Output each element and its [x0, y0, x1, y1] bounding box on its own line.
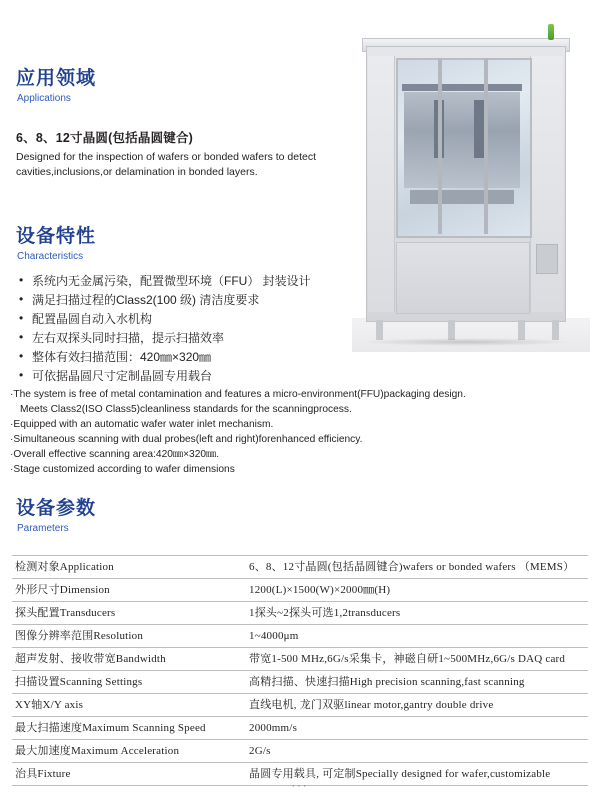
characteristics-en-line: ·Simultaneous scanning with dual probes(left and right)forenhanced efficiency.: [10, 434, 363, 445]
machine-gantry-rail: [402, 84, 522, 91]
parameter-key: 外形尺寸Dimension: [12, 579, 246, 602]
applications-heading-en: Applications: [17, 93, 71, 104]
list-item: • 左右双探头同时扫描，提示扫描效率: [18, 329, 418, 348]
parameter-value: 直线电机, 龙门双驱linear motor,gantry double drive: [246, 694, 588, 717]
characteristics-en-line: ·Equipped with an automatic wafer water inlet mechanism.: [10, 419, 274, 430]
table-row: [12, 579, 588, 602]
page-footer-dots: ···: [291, 780, 309, 792]
parameter-value: 2000mm/s: [246, 717, 588, 740]
parameter-key: 图像分辨率范围Resolution: [12, 625, 246, 648]
applications-description: Designed for the inspection of wafers or bonded wafers to detect cavities,inclusions,or delamination in bonded layers.: [16, 151, 317, 178]
table-row: [12, 556, 588, 579]
characteristics-en-line: ·Overall effective scanning area:420㎜×320㎜.: [10, 449, 220, 460]
characteristics-heading: [16, 226, 96, 264]
machine-wafer-stage: [410, 190, 514, 204]
parameter-key: 探头配置Transducers: [12, 602, 246, 625]
machine-window-mullion-2: [484, 58, 488, 234]
parameter-key: 扫描设置Scanning Settings: [12, 671, 246, 694]
parameter-key: 最大扫描速度Maximum Scanning Speed: [12, 717, 246, 740]
machine-inner-chamber: [404, 92, 520, 188]
applications-heading: [16, 68, 96, 106]
parameter-value: 带宽1-500 MHz,6G/s采集卡，神磁自研1~500MHz,6G/s DAQ card: [246, 648, 588, 671]
machine-window-mullion-1: [438, 58, 442, 234]
machine-leg: [448, 320, 455, 340]
list-item: • 可依据晶圆尺寸定制晶圆专用载台: [18, 367, 418, 386]
parameter-key: 超声发射、接收带宽Bandwidth: [12, 648, 246, 671]
characteristics-english-block: [10, 388, 490, 478]
parameters-table: [12, 555, 588, 786]
table-row: [12, 671, 588, 694]
parameter-key: XY轴X/Y axis: [12, 694, 246, 717]
machine-leg: [552, 320, 559, 340]
characteristics-en-line: ·The system is free of metal contamination and features a micro-environment(FFU)packaging design.: [10, 389, 466, 400]
parameter-value: 6、8、12寸晶圆(包括晶圆键合)wafers or bonded wafers （MEMS）: [246, 556, 588, 579]
parameter-value: 1200(L)×1500(W)×2000㎜(H): [246, 579, 588, 602]
machine-control-box: [536, 244, 558, 274]
table-row: [12, 625, 588, 648]
list-item: • 满足扫描过程的Class2(100 级) 清洁度要求: [18, 291, 418, 310]
table-row: [12, 602, 588, 625]
machine-leg: [518, 320, 525, 340]
parameters-heading-en: Parameters: [17, 523, 69, 534]
characteristics-heading-en: Characteristics: [17, 251, 84, 262]
characteristics-en-line: ·Stage customized according to wafer dimensions: [10, 464, 235, 475]
table-row: [12, 694, 588, 717]
parameters-heading: [16, 498, 96, 536]
applications-subtitle: 6、8、12寸晶圆(包括晶圆键合): [16, 131, 194, 145]
parameter-key: 治具Fixture: [12, 763, 246, 786]
applications-heading-cn: 应用领域: [16, 68, 97, 89]
characteristics-en-line: Meets Class2(ISO Class5)cleanliness standards for the scanningprocess.: [20, 404, 352, 415]
parameter-value: 1探头~2探头可选1,2transducers: [246, 602, 588, 625]
list-item: • 配置晶圆自动入水机构: [18, 310, 418, 329]
parameter-value: 2G/s: [246, 740, 588, 763]
parameter-value: 晶圆专用载具, 可定制Specially designed for wafer,customizable: [246, 763, 588, 786]
machine-probe-arm-right: [474, 100, 484, 158]
parameter-value: 高精扫描、快速扫描High precision scanning,fast scanning: [246, 671, 588, 694]
characteristics-heading-cn: 设备特性: [16, 226, 97, 247]
table-row: [12, 740, 588, 763]
table-row: [12, 648, 588, 671]
parameter-value: 1~4000μm: [246, 625, 588, 648]
parameter-key: 检测对象Application: [12, 556, 246, 579]
characteristics-list: [18, 272, 418, 386]
parameter-key: 最大加速度Maximum Acceleration: [12, 740, 246, 763]
list-item: • 系统内无金属污染，配置微型环境（FFU） 封装设计: [18, 272, 418, 291]
parameters-heading-cn: 设备参数: [16, 498, 97, 519]
table-row: [12, 717, 588, 740]
status-lamp: [548, 24, 554, 40]
list-item: • 整体有效扫描范围：420㎜×320㎜: [18, 348, 418, 367]
